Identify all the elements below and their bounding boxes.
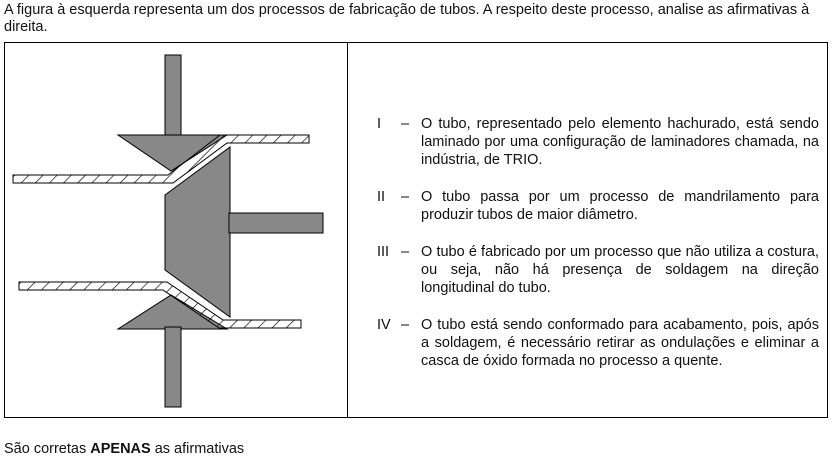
statement-numeral: I [377, 116, 382, 132]
statement-dash: – [401, 116, 410, 132]
statement-text: O tubo, representado pelo elemento hachurado, está sendo laminado por uma configuração de laminadores chamada, na indústria, de TRIO. [421, 116, 819, 168]
tube-process-diagram [5, 43, 347, 417]
column-divider [347, 43, 348, 417]
statement-dash: – [401, 189, 410, 205]
question-intro: A figura à esquerda representa um dos processos de fabricação de tubos. A respeito deste processo, analise as afirmativas à direita. [4, 2, 810, 35]
process-figure [5, 43, 347, 417]
statement-numeral: IV [377, 317, 391, 333]
question-prompt [4, 441, 244, 457]
statement-numeral: III [377, 244, 390, 260]
statement-text: O tubo está sendo conformado para acabamento, pois, após a soldagem, é necessário retirar as ondulações e eliminar a casca de óxido formada no processo a quente. [421, 317, 819, 369]
statements-list [377, 115, 819, 389]
statement-i [377, 115, 819, 169]
statement-dash: – [401, 244, 410, 260]
statement-ii [377, 188, 819, 224]
statement-dash: – [401, 317, 410, 333]
lower-roll-shaft [165, 327, 181, 407]
prompt-suffix: as afirmativas [150, 441, 245, 457]
statement-iv [377, 316, 819, 370]
statement-numeral: II [377, 189, 386, 205]
question-panel [4, 42, 828, 418]
statement-text: O tubo é fabricado por um processo que não utiliza a costura, ou seja, não há presença de soldagem na direção longitudinal do tubo. [421, 244, 819, 296]
statement-iii [377, 243, 819, 297]
statement-text: O tubo passa por um processo de mandrilamento para produzir tubos de maior diâmetro. [421, 189, 819, 223]
mandrel-bar [229, 213, 323, 233]
prompt-prefix: São corretas [4, 441, 91, 457]
upper-roll-shaft [165, 55, 181, 137]
prompt-emphasis: APENAS [90, 441, 151, 457]
